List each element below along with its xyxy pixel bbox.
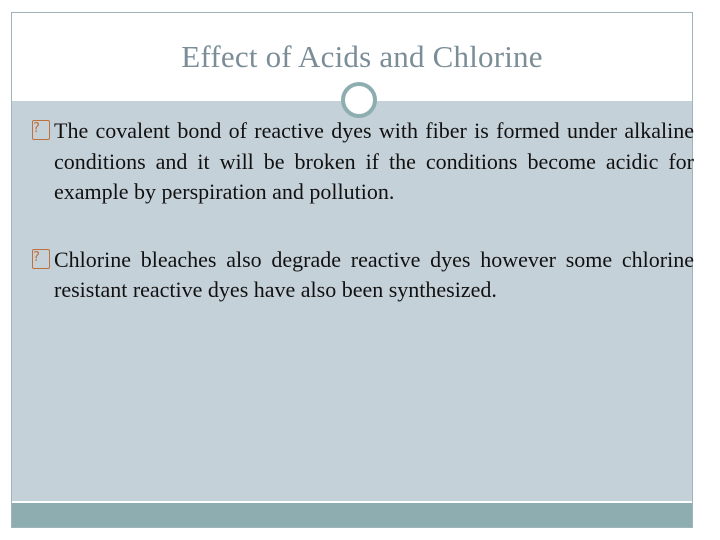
bullet-list [32, 116, 694, 343]
bullet-text: Chlorine bleaches also degrade reactive dyes however some chlorine resistant reactive dyes have also been synthesized. [54, 246, 694, 302]
slide-title: Effect of Acids and Chlorine [181, 39, 543, 74]
decorative-ring-center [346, 87, 372, 113]
bullet-text: The covalent bond of reactive dyes with fiber is formed under alkaline conditions and it will be broken if the conditions become acidic for example by perspiration and pollution. [54, 118, 694, 204]
bullet-item [32, 116, 694, 208]
bullet-marker-icon: ? [32, 120, 50, 140]
bullet-item [32, 245, 694, 306]
slide-frame [11, 12, 693, 528]
bullet-marker-icon: ? [32, 249, 50, 269]
footer-bar [12, 503, 692, 527]
